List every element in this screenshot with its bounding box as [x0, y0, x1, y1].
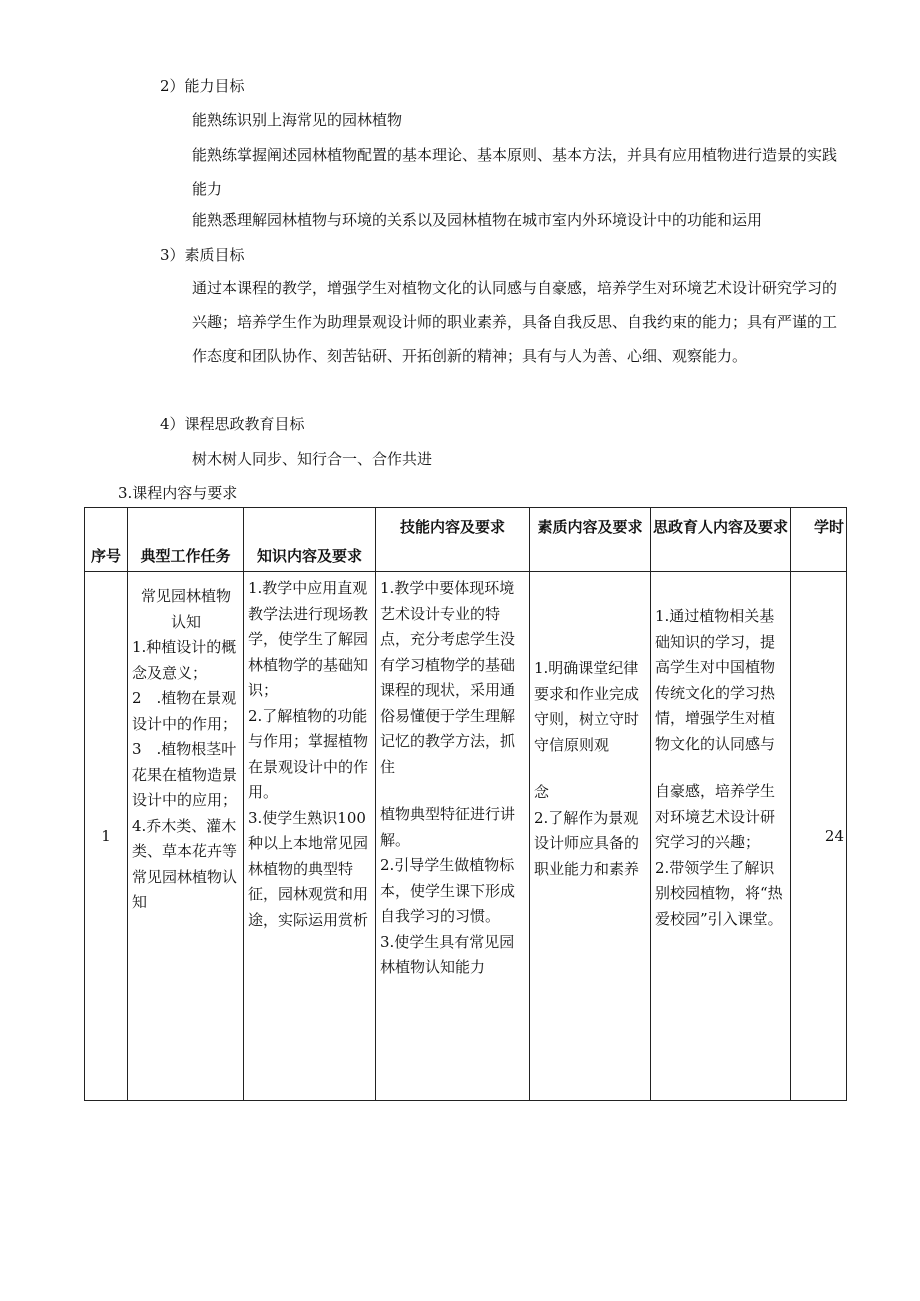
header-ideology: 思政育人内容及要求: [651, 508, 791, 572]
task-title-line-1: 常见园林植物: [140, 587, 231, 605]
ideology-item-2: 2.带领学生了解识别校园植物，将“热爱校园”引入课堂。: [655, 858, 783, 928]
header-skill: 技能内容及要求: [376, 508, 530, 572]
ability-goal-item-2: 能熟练掌握阐述园林植物配置的基本理论、基本原则、基本方法，并具有应用植物进行造景的实践能力: [192, 146, 838, 198]
ideology-goal-text: 树木树人同步、知行合一、合作共进: [192, 450, 433, 468]
quality-item-2: 2.了解作为景观设计师应具备的职业能力和素养: [534, 808, 640, 878]
skill-item-1: 1.教学中要体现环境艺术设计专业的特点，充分考虑学生没有学习植物学的基础课程的现状，采用通俗易懂便于学生理解记忆的教学方法，抓住: [380, 579, 516, 776]
skill-item-2: 2.引导学生做植物标本，使学生课下形成自我学习的习惯。: [380, 856, 516, 925]
row-hours: 24: [791, 572, 847, 1101]
header-no: 序号: [85, 508, 128, 572]
row-task: [128, 572, 244, 1101]
table-title: 3.课程内容与要求: [118, 484, 238, 502]
course-content-table: [84, 507, 847, 1101]
row-skill: [376, 572, 530, 1101]
table-row: [85, 572, 847, 1101]
ability-goal-item-1: 能熟练识别上海常见的园林植物: [192, 111, 403, 129]
quality-item-1-cont: 念: [534, 783, 550, 801]
skill-item-3: 3.使学生具有常见园林植物认知能力: [380, 932, 515, 976]
ideology-goal-heading: 4）课程思政教育目标: [160, 415, 305, 433]
header-task: 典型工作任务: [128, 508, 244, 572]
ability-goal-item-3: 能熟悉理解园林植物与环境的关系以及园林植物在城市室内外环境设计中的功能和运用: [192, 211, 763, 229]
task-item-4: 4.乔木类、灌木类、草本花卉等常见园林植物认知: [132, 816, 238, 911]
task-item-2: 2 .植物在景观设计中的作用；: [132, 689, 238, 733]
header-quality: 素质内容及要求: [530, 508, 651, 572]
task-item-1: 1.种植设计的概念及意义；: [132, 638, 237, 682]
ideology-item-1: 1.通过植物相关基础知识的学习，提高学生对中国植物传统文化的学习热情，增强学生对植物文化的认同感与: [655, 607, 776, 753]
header-knowledge: 知识内容及要求: [244, 508, 376, 572]
task-title-line-2: 认知: [170, 612, 201, 631]
knowledge-item-3: 3.使学生熟识100种以上本地常见园林植物的典型特征，园林观赏和用途，实际运用赏析: [248, 808, 369, 929]
task-item-3: 3 .植物根茎叶花果在植物造景设计中的应用；: [132, 740, 238, 809]
knowledge-item-2: 2.了解植物的功能与作用；掌握植物在景观设计中的作用。: [248, 706, 369, 801]
header-hours: 学时: [791, 508, 847, 572]
skill-item-1-cont: 植物典型特征进行讲解。: [380, 805, 516, 849]
row-quality: [530, 572, 651, 1101]
quality-goal-text: 通过本课程的教学，增强学生对植物文化的认同感与自豪感，培养学生对环境艺术设计研究学习的兴趣；培养学生作为助理景观设计师的职业素养，具备自我反思、自我约束的能力；具有严谨的工作态度和团队协作、刻苦钻研、开拓创新的精神；具有与人为善、心细、观察能力。: [192, 279, 838, 365]
table-header-row: [85, 508, 847, 572]
ability-goal-heading: 2）能力目标: [160, 77, 245, 95]
row-knowledge: [244, 572, 376, 1101]
row-ideology: [651, 572, 791, 1101]
ideology-item-1-cont: 自豪感，培养学生对环境艺术设计研究学习的兴趣；: [655, 782, 776, 851]
quality-goal-heading: 3）素质目标: [160, 246, 245, 264]
quality-item-1: 1.明确课堂纪律要求和作业完成守则，树立守时守信原则观: [534, 659, 640, 754]
knowledge-item-1: 1.教学中应用直观教学法进行现场教学，使学生了解园林植物学的基础知识；: [248, 579, 369, 699]
row-no: 1: [85, 572, 128, 1101]
